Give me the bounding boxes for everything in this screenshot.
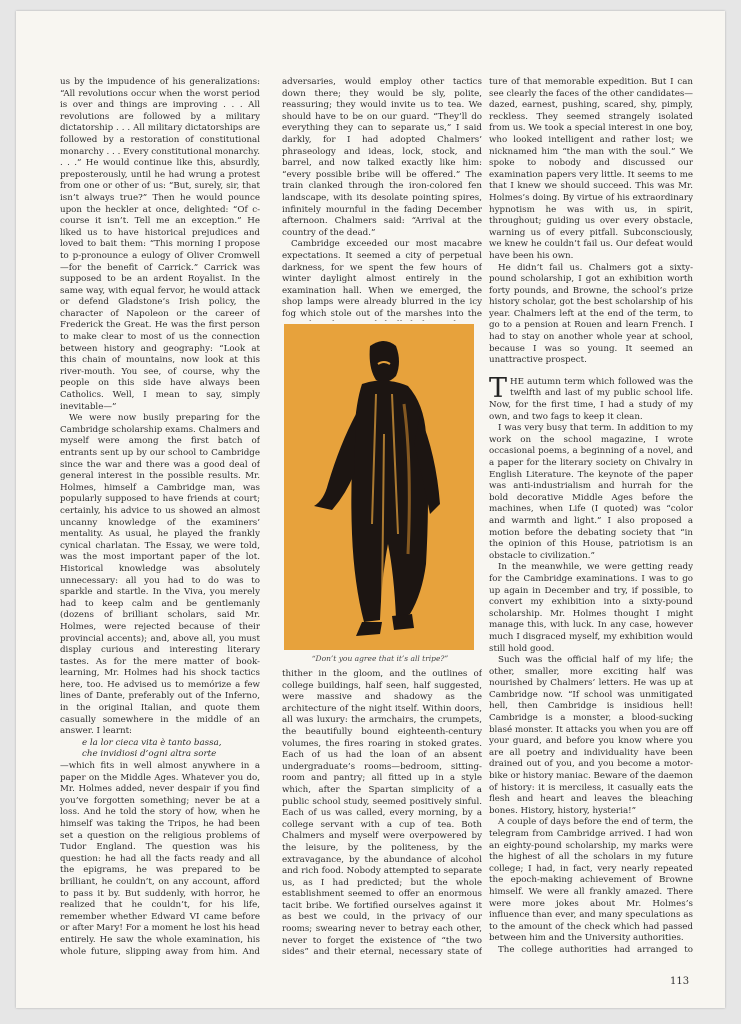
paragraph: The college authorities had arranged to bbox=[498, 944, 693, 955]
paragraph: He didn’t fail us. Chalmers got a sixty-pound scholarship, I got an exhibition worth forty pounds, and Browne, the school’s prize history scholar, got the best scholarship of his year. Chalmers left at the end of the term, to go to a pension at Rouen and learn French. I had to stay on another whole year at school, because I was so young. It seemed an unattractive prospect. bbox=[489, 262, 693, 366]
column-2-bottom bbox=[282, 669, 482, 959]
paragraph: ture of that memorable expedition. But I can see clearly the faces of the other candidates—dazed, earnest, pushing, scared, shy, pimply, reckless. They seemed strangely isolated from us. We took a special interest in one boy, who looked intelligent and rather lost; we nicknamed him “the man with the soul.” We spoke to nobody and discussed our examination papers very little. It seems to me that I knew we should succeed. This was Mr. Holmes’s doing. By virtue of his extraordinary hypnotism he was with us, in spirit, throughout; guiding us over every obstacle, warning us of every pitfall. Subconsciously, we knew he couldn’t fail us. Our defeat would have been his own. bbox=[489, 77, 693, 261]
verse-line: e la lor cieca vita è tanto bassa, bbox=[82, 737, 222, 748]
verse-line: che invidiosi d’ogni altra sorte bbox=[82, 749, 217, 760]
paragraph: Such was the official half of my life; the other, smaller, more exciting half was nourished by Chalmers’ letters. He was up at Cambridge now. “If school was unmitigated hell, then Cambridge is insidious hell! Cambridge is a monster, a blood-sucking blasé monster. It attacks you when you are off your guard, and before you know where you are all poetry and individuality have been drained out of you, and you become a motor-bike or history maniac. Beware of the daemon of history: it is merciless, it casually eats the flesh and heart and leaves the bleaching bones. History, history, hysteria!” bbox=[489, 655, 693, 816]
column-2-top bbox=[282, 77, 482, 321]
section-opening-text: HE autumn term which followed was the twelfth and last of my public school life. Now, for the first time, I had a study of my own, and two fags to keep it clean. bbox=[489, 376, 693, 422]
drop-cap: T bbox=[489, 372, 508, 404]
column-1 bbox=[60, 77, 260, 957]
illustration-caption: “Don’t you agree that it’s all tripe?” bbox=[311, 654, 449, 663]
magazine-page bbox=[16, 11, 725, 1008]
paragraph: adversaries, would employ other tactics down there; they would be sly, polite, reassuring; they would invite us to tea. We should have to be on our guard. “They’ll do everything they can to separate us,” I said darkly, for I had adopted Chalmers’ phraseology and ideas, lock, stock, and barrel, and now talked exactly like him: “every possible bribe will be offered.” The train clanked through the iron-colored fen landscape, with its desolate pointing spires, infinitely mournful in the fading December afternoon. Chalmers said: “Arrival at the country of the dead.” bbox=[282, 77, 482, 238]
man-in-coat-illustration bbox=[284, 324, 474, 650]
paragraph: —which fits in well almost anywhere in a paper on the Middle Ages. Whatever you do, Mr. Holmes added, never despair if you find you’ve forgotten something; never be at a loss. And he told the story of how, when he himself was taking the Tripos, he had been set a question on the religious problems of Tudor England. The question was his question: he had all the facts ready and all the epigrams, he was prepared to be brilliant, he couldn’t, on any account, afford to pass it by. But suddenly, with horror, he realized that he couldn’t, for his life, remember whether Edward VI came before or after Mary! For a moment he lost his head entirely. He saw the whole examination, his whole future, slipping away from him. And bbox=[60, 761, 260, 957]
section-opening-paragraph bbox=[489, 372, 693, 423]
paragraph: I was very busy that term. In addition to my work on the school magazine, I wrote occasional poems, a beginning of a novel, and a paper for the literary society on Chivalry in English Literature. The keynote of the paper was anti-industrialism and hurrah for the bold decorative Middle Ages before the machines, when Life (I quoted) was “color and warmth and light.” I also proposed a motion before the debating society that “in the opinion of this House, patriotism is an obstacle to civilization.” bbox=[489, 423, 693, 561]
paragraph: We were now busily preparing for the Cambridge scholarship exams. Chalmers and myself were among the first batch of entrants sent up by our school to Cambridge since the war and there was a good deal of general interest in the possible results. Mr. Holmes, himself a Cambridge man, was popularly supposed to have friends at court; certainly, his advice to us showed an almost uncanny knowledge of the examiners’ mentality. As usual, he played the frankly cynical charlatan. The Essay, we were told, was the most important paper of the lot. Historical knowledge was absolutely unnecessary: all you had to do was to sparkle and startle. In the Viva, you merely had to keep calm and be gentlemanly (dozens of brilliant scholars, said Mr. Holmes, were rejected because of their provincial accents); and, above all, you must display curious and interesting literary tastes. As for the mere matter of book-learning, Mr. Holmes had his shock tactics here, too. He advised us to memórize a few lines of Dante, preferably out of the Inferno, in the original Italian, and quote them casually somewhere in the middle of an answer. I learnt: bbox=[60, 413, 260, 737]
paragraph: us by the impudence of his generalizations: “All revolutions occur when the worst period is over and things are improving . . . All revolutions are followed by a military dictatorship . . . All military dictatorships are followed by a restoration of constitutional monarchy . . . Every constitutional monarchy. . . .” He would continue like this, absurdly, preposterously, until he had wrung a protest from one or other of us: “But, surely, sir, that isn’t always true?” Then he would pounce upon the heckler at once, delighted: “Of c-course it isn’t. Tell me an exception.” He liked us to have historical prejudices and loved to bait them: “This morning I propose to p-pronounce a eulogy of Oliver Cromwell—for the benefit of Carrick.” Carrick was supposed to be an ardent Royalist. In the same way, with equal fervor, he would attack or defend Gladstone’s Irish policy, the character of Napoleon or the career of Frederick the Great. He was the first person to make clear to most of us the connection between history and geography: “Look at this chain of mountains, now look at this river-mouth. You see, of course, why the people on this side have always been Catholics. Well, I mean to say, simply inevitable—” bbox=[60, 77, 260, 412]
paragraph: Cambridge exceeded our most macabre expectations. It seemed a city of perpetual darkness, for we spent the few hours of winter daylight almost entirely in the examination hall. When we emerged, the shop lamps were already blurred in the icy fog which stole out of the marshes into the bbox=[282, 239, 482, 319]
column-3 bbox=[489, 77, 693, 957]
paragraph: In the meanwhile, we were getting ready for the Cambridge examinations. I was to go up again in December and try, if possible, to convert my exhibition into a sixty-pound scholarship. Mr. Holmes thought I might manage this, with luck. In any case, however much I disgraced myself, my exhibition would still hold good. bbox=[489, 562, 693, 654]
paragraph: A couple of days before the end of term, the telegram from Cambridge arrived. I had won an eighty-pound scholarship, my marks were the highest of all the scholars in my future college; I had, in fact, very nearly repeated the epoch-making achievement of Browne himself. We were all frankly amazed. There were more jokes about Mr. Holmes’s influence than ever, and many speculations as to the amount of the check which had passed between him and the University authorities. bbox=[489, 817, 693, 944]
paragraph: thither in the gloom, and the outlines of college buildings, half seen, half suggested, were massive and shadowy as the architecture of the night itself. Within doors, all was luxury: the armchairs, the crumpets, the beautifully bound eighteenth-century volumes, the fires roaring in stoked grates. Each of us had the loan of an absent undergraduate’s rooms—bedroom, sitting-room and pantry; all fitted up in a style which, after the Spartan simplicity of a public school study, seemed positively sinful. Each of us was called, every morning, by a college servant with a cup of tea. Both Chalmers and myself were overpowered by the leisure, by the politeness, by the extravagance, by the abundance of alcohol and rich food. Nobody attempted to separate us, as I had predicted; but the whole establishment seemed to offer an enormous tacit bribe. We fortified ourselves against it as best we could, in the privacy of our rooms; swearing never to betray each other, never to forget the existence of “the two sides” and their eternal, necessary state of bbox=[282, 669, 482, 958]
illustration bbox=[284, 324, 474, 650]
page-number: 113 bbox=[670, 976, 690, 987]
